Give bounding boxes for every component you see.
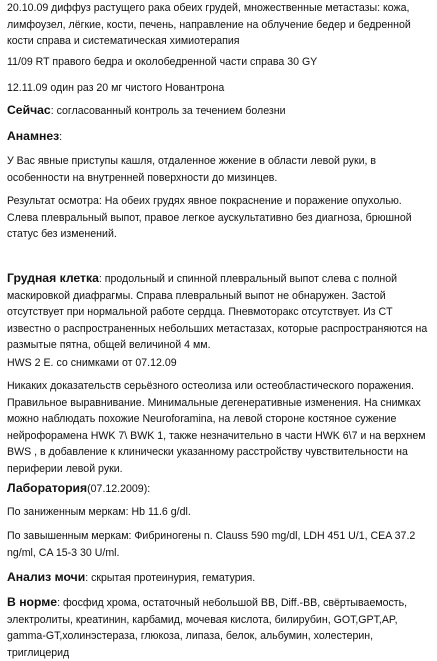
complaints-paragraph: У Вас явные приступы кашля, отдаленное жжение в области левой руки, в особенности на внутренней поверхности до мизинцев.: [7, 155, 377, 184]
examination-paragraph: Результат осмотра: На обеих грудях явное покраснение и поражение опухолью. Слева плевральный выпот, правое легкое аускультативно без диагноза, брюшной статус без изменений.: [7, 195, 412, 240]
chest-heading: Грудная клетка: [7, 271, 99, 285]
laboratory-date: (07.12.2009):: [87, 483, 151, 495]
anamnesis-colon: :: [59, 131, 63, 143]
normal-text: : фосфид хрома, остаточный небольшой BB, Diff.-BB, свёртываемость, электролиты, креатинин, карбамид, мочевая кислота, билирубин, GOT,GPT,AP, gamma-GT,холинэстераза, глюкоза, липаза, белок, альбумин, холестерин, триглицерид: [7, 597, 408, 659]
low-values-line: По заниженным меркам: Hb 11.6 g/dl.: [7, 506, 191, 518]
high-values-paragraph: По завышенным меркам: Фибриногены n. Clauss 590 mg/dl, LDH 451 U/1, CEA 37.2 ng/ml, CA 15-3 30 U/ml.: [7, 530, 416, 559]
current-heading: Сейчас: [7, 103, 51, 117]
anamnesis-heading: Анамнез: [7, 129, 60, 143]
chest-section: [7, 270, 432, 354]
normal-heading: В норме: [7, 595, 58, 609]
hws-line: HWS 2 E. со снимками от 07.12.09: [7, 357, 177, 369]
diagnosis-paragraph: 20.10.09 диффуз растущего рака обеих грудей, множественные метастазы: кожа, лимфоузел, лёгкие, кости, печень, направление на облучение бедер и бедренной кости справа и систематическая химиотерапия: [7, 2, 411, 47]
radiotherapy-line: 11/09 RT правого бедра и околобедренной части справа 30 GY: [7, 56, 318, 68]
laboratory-heading: Лаборатория: [7, 481, 88, 495]
current-text: : согласованный контроль за течением болезни: [50, 105, 286, 117]
current-section: [7, 102, 432, 120]
laboratory-section: [7, 480, 432, 498]
chemotherapy-line: 12.11.09 один раз 20 мг чистого Новантрона: [7, 82, 225, 94]
anamnesis-section: [7, 128, 432, 146]
urinalysis-heading: Анализ мочи: [7, 570, 86, 584]
urinalysis-section: [7, 569, 432, 587]
normal-section: [7, 594, 432, 661]
urinalysis-text: : скрытая протеинурия, гематурия.: [85, 572, 256, 584]
chest-text: : продольный и спинной плевральный выпот слева с полной маскировкой диафрагмы. Справа плевральный выпот не обнаружен. Застой отсутствует при нормальной работе сердца. Пневмоторакс отсутствует. Из CT известно о распространенных небольших метастазах, которые распространяются на размытые пятна, общей величиной 4 мм.: [7, 273, 428, 351]
osteolysis-paragraph: Никаких доказательств серьёзного остеолиза или остеобластического поражения. Правильное выравнивание. Минимальные дегенеративные изменения. На снимках можно наблюдать похожие Neuroforamina, на левой стороне костяное сужение нейрофорамена HWK 7\ BWK 1, также незначительно в части HWK 6\7 и на верхнем BWS , в добавление к клинически указанному расстройству чувствительности на периферии левой руки.: [7, 380, 426, 475]
